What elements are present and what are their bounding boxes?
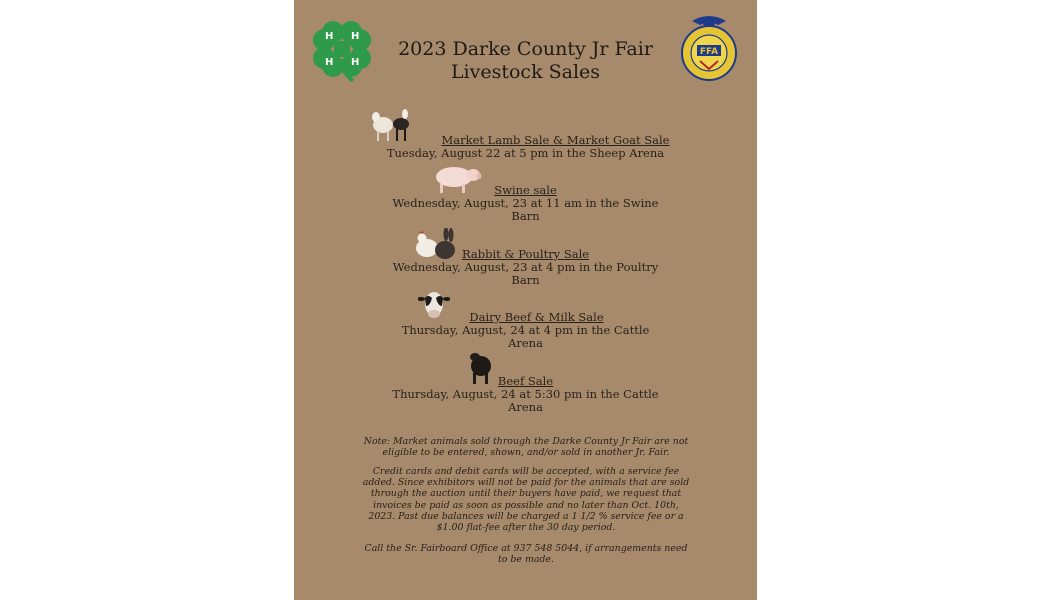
event-dairy-beef-milk-sale	[354, 311, 697, 350]
event-detail: Arena	[508, 336, 543, 350]
event-name: Market Lamb Sale & Market Goat Sale	[441, 133, 670, 147]
note-text: Note: Market animals sold through the Darke County Jr Fair are not eligible to be entered, shown, and/or sold in another Jr. Fair.	[363, 436, 689, 459]
title-line-1: 2023 Darke County Jr Fair	[398, 38, 653, 60]
event-detail: Tuesday, August 22 at 5 pm in the Sheep Arena	[386, 146, 665, 160]
event-detail: Thursday, August, 24 at 4 pm in the Cattle	[401, 323, 650, 337]
event-detail: Thursday, August, 24 at 5:30 pm in the Cattle	[392, 387, 659, 401]
svg-text:FFA: FFA	[699, 47, 719, 57]
event-name: Dairy Beef & Milk Sale	[469, 310, 604, 324]
contact-text: Call the Sr. Fairboard Office at 937 548 5044, if arrangements need to be made.	[364, 543, 688, 566]
event-name: Swine sale	[494, 183, 557, 197]
svg-text:H: H	[325, 31, 334, 42]
event-detail: Barn	[511, 273, 540, 287]
contact-note	[362, 543, 690, 565]
svg-text:H: H	[351, 31, 360, 42]
event-detail: Wednesday, August, 23 at 11 am in the Swine	[392, 196, 659, 210]
event-swine-sale	[354, 184, 697, 223]
payment-note	[362, 466, 690, 533]
svg-text:H: H	[325, 57, 334, 68]
page-title	[294, 38, 757, 84]
flyer	[294, 0, 757, 600]
title-line-2: Livestock Sales	[450, 61, 601, 83]
event-lamb-goat-sale	[354, 134, 697, 160]
payment-text: Credit cards and debit cards will be accepted, with a service fee added. Since exhibitors will not be paid for the animals that are sold through the auction until their buyers have paid, we request that invoices be paid as soon as possible and no later than Oct. 10th, 2023. Past due balances will be charged a 1 1/2 % service fee or a $1.00 flat-fee after the 30 day period.	[362, 466, 690, 534]
event-name: Rabbit & Poultry Sale	[461, 247, 590, 261]
event-detail: Wednesday, August, 23 at 4 pm in the Poultry	[392, 260, 659, 274]
event-beef-sale	[354, 375, 697, 414]
event-detail: Barn	[511, 209, 540, 223]
event-detail: Arena	[508, 400, 543, 414]
event-name: Beef Sale	[497, 374, 554, 388]
svg-text:H: H	[351, 57, 360, 68]
eligibility-note	[362, 436, 690, 458]
event-rabbit-poultry-sale	[354, 248, 697, 287]
